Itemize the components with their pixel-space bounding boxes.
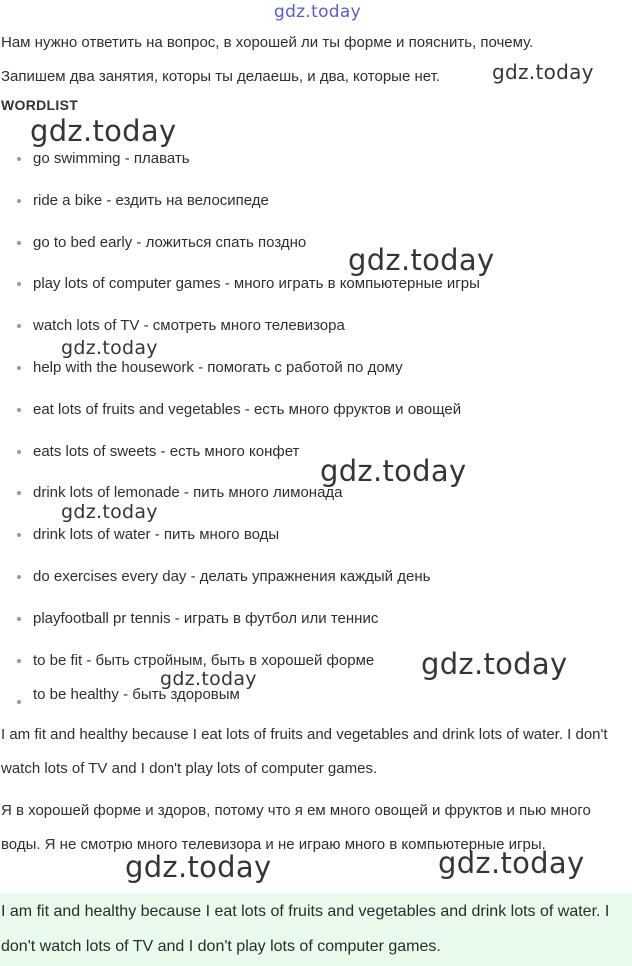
- bullet-icon: [17, 157, 21, 161]
- answer-english: I am fit and healthy because I eat lots of fruits and vegetables and drink lots of water. I don't watch lots of TV and I don't play lots of computer games.: [1, 726, 608, 777]
- watermark: gdz.today: [61, 337, 158, 359]
- intro-line-2: Запишем два занятия, которы ты делаешь, и два, которые нет.: [1, 68, 440, 85]
- wordlist: [0, 138, 632, 709]
- bullet-icon: [17, 324, 21, 328]
- watermark: gdz.today: [438, 846, 585, 880]
- wordlist-item: to be fit - быть стройным, быть в хорошей форме: [0, 640, 632, 682]
- intro-line-1: Нам нужно ответить на вопрос, в хорошей ли ты форме и пояснить, почему.: [1, 34, 534, 51]
- wordlist-item: drink lots of water - пить много воды: [0, 514, 632, 556]
- bullet-icon: [17, 282, 21, 286]
- wordlist-item: go to bed early - ложиться спать поздно: [0, 222, 632, 264]
- wordlist-item: play lots of computer games - много играть в компьютерные игры: [0, 263, 632, 305]
- bullet-icon: [17, 241, 21, 245]
- watermark: gdz.today: [30, 114, 177, 148]
- wordlist-item: to be healthy - быть здоровым: [0, 681, 632, 709]
- wordlist-item: go swimming - плавать: [0, 138, 632, 180]
- watermark: gdz.today: [421, 647, 568, 681]
- watermark: gdz.today: [125, 850, 272, 884]
- wordlist-item: drink lots of lemonade - пить много лимонада: [0, 472, 632, 514]
- watermark: gdz.today: [492, 60, 594, 84]
- bullet-icon: [17, 491, 21, 495]
- bullet-icon: [17, 617, 21, 621]
- wordlist-item: ride a bike - ездить на велосипеде: [0, 180, 632, 222]
- wordlist-item: eats lots of sweets - есть много конфет: [0, 431, 632, 473]
- watermark: gdz.today: [160, 668, 257, 690]
- bullet-icon: [17, 533, 21, 537]
- bullet-icon: [17, 659, 21, 663]
- bullet-icon: [17, 408, 21, 412]
- bullet-icon: [17, 366, 21, 370]
- wordlist-heading: WORDLIST: [1, 97, 79, 113]
- bullet-icon: [17, 450, 21, 454]
- wordlist-item: do exercises every day - делать упражнения каждый день: [0, 556, 632, 598]
- bullet-icon: [17, 575, 21, 579]
- wordlist-item: eat lots of fruits and vegetables - есть много фруктов и овощей: [0, 389, 632, 431]
- wordlist-item: watch lots of TV - смотреть много телевизора: [0, 305, 632, 347]
- watermark: gdz.today: [348, 243, 495, 277]
- highlighted-answer-text: I am fit and healthy because I eat lots of fruits and vegetables and drink lots of water. I don't watch lots of TV and I don't play lots of computer games.: [1, 903, 610, 955]
- highlighted-answer-box: [0, 893, 632, 966]
- bullet-icon: [17, 700, 21, 704]
- answer-russian: Я в хорошей форме и здоров, потому что я ем много овощей и фруктов и пью много воды. Я не смотрю много телевизора и не играю много в компьютерные игры.: [1, 802, 591, 853]
- watermark-top: gdz.today: [274, 2, 361, 22]
- watermark: gdz.today: [61, 501, 158, 523]
- wordlist-item: help with the housework - помогать с работой по дому: [0, 347, 632, 389]
- wordlist-item: playfootball pr tennis - играть в футбол или теннис: [0, 598, 632, 640]
- watermark: gdz.today: [320, 454, 467, 488]
- bullet-icon: [17, 199, 21, 203]
